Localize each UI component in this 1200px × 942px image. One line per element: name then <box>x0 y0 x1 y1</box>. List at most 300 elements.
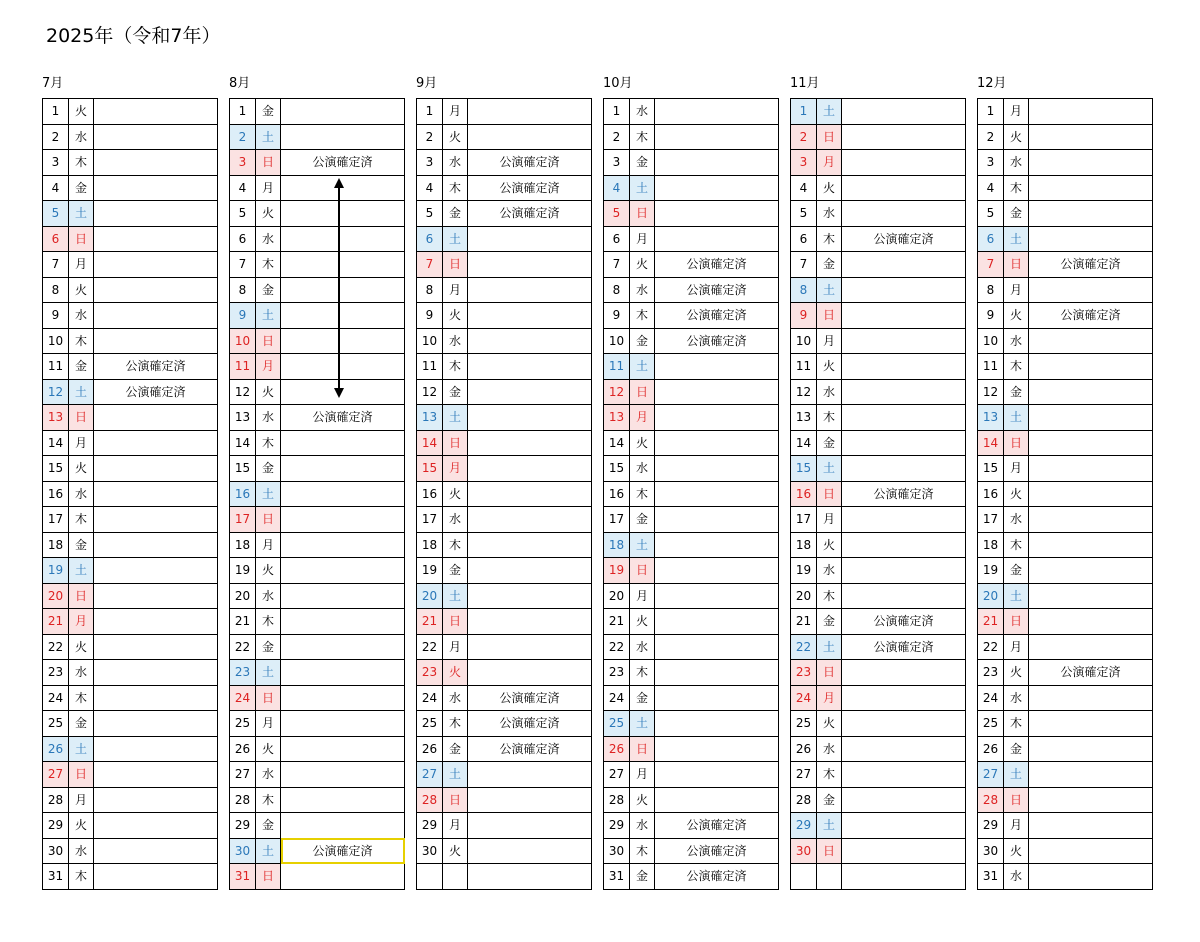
event-note[interactable] <box>468 405 592 431</box>
event-note[interactable] <box>842 507 966 533</box>
day-number: 19 <box>417 558 443 584</box>
event-note[interactable] <box>1029 685 1153 711</box>
event-note[interactable] <box>1029 99 1153 125</box>
event-note[interactable] <box>1029 558 1153 584</box>
weekday: 土 <box>69 379 94 405</box>
event-note[interactable] <box>281 124 405 150</box>
event-note[interactable] <box>1029 736 1153 762</box>
day-number: 15 <box>604 456 630 482</box>
event-note[interactable] <box>1029 864 1153 890</box>
day-row <box>604 201 779 227</box>
event-note[interactable] <box>1029 609 1153 635</box>
event-note[interactable] <box>1029 277 1153 303</box>
event-note[interactable] <box>655 201 779 227</box>
event-note[interactable] <box>842 813 966 839</box>
weekday: 木 <box>1004 354 1029 380</box>
day-row <box>978 864 1153 890</box>
weekday: 月 <box>443 277 468 303</box>
day-row <box>230 354 405 380</box>
event-note[interactable]: 公演確定済 <box>655 813 779 839</box>
day-number: 22 <box>230 634 256 660</box>
day-row <box>978 99 1153 125</box>
event-note[interactable] <box>1029 762 1153 788</box>
event-note[interactable] <box>655 379 779 405</box>
event-note[interactable] <box>655 124 779 150</box>
event-note[interactable] <box>655 430 779 456</box>
day-number: 7 <box>604 252 630 278</box>
event-note[interactable] <box>842 150 966 176</box>
event-note[interactable] <box>94 660 218 686</box>
event-note[interactable] <box>1029 405 1153 431</box>
day-row <box>43 787 218 813</box>
event-note[interactable] <box>94 532 218 558</box>
day-row <box>978 354 1153 380</box>
weekday: 火 <box>1004 481 1029 507</box>
event-note[interactable] <box>281 762 405 788</box>
day-row <box>417 124 592 150</box>
event-note[interactable]: 公演確定済 <box>468 150 592 176</box>
weekday: 木 <box>817 583 842 609</box>
event-note[interactable] <box>94 507 218 533</box>
day-row <box>978 507 1153 533</box>
event-note[interactable]: 公演確定済 <box>1029 303 1153 329</box>
event-note[interactable]: 公演確定済 <box>468 736 592 762</box>
event-note[interactable] <box>94 634 218 660</box>
weekday: 月 <box>69 252 94 278</box>
event-note[interactable] <box>842 736 966 762</box>
day-number: 17 <box>43 507 69 533</box>
event-note[interactable] <box>94 430 218 456</box>
day-number <box>417 864 443 890</box>
weekday: 金 <box>69 532 94 558</box>
event-note[interactable] <box>655 762 779 788</box>
event-note[interactable] <box>468 532 592 558</box>
event-note[interactable] <box>842 328 966 354</box>
event-note[interactable] <box>281 787 405 813</box>
event-note[interactable] <box>468 813 592 839</box>
event-note[interactable]: 公演確定済 <box>468 711 592 737</box>
day-number: 22 <box>978 634 1004 660</box>
event-note[interactable] <box>281 481 405 507</box>
day-number: 21 <box>43 609 69 635</box>
event-note[interactable]: 公演確定済 <box>842 226 966 252</box>
event-note[interactable] <box>94 150 218 176</box>
day-row <box>604 99 779 125</box>
weekday: 金 <box>256 456 281 482</box>
event-note[interactable] <box>842 124 966 150</box>
event-note[interactable] <box>468 252 592 278</box>
day-row <box>604 685 779 711</box>
event-note[interactable]: 公演確定済 <box>655 864 779 890</box>
day-number: 29 <box>604 813 630 839</box>
event-note[interactable] <box>281 456 405 482</box>
day-number: 1 <box>791 99 817 125</box>
day-row <box>230 226 405 252</box>
day-number: 31 <box>978 864 1004 890</box>
day-row <box>417 685 592 711</box>
day-row <box>230 201 405 227</box>
event-note[interactable] <box>281 736 405 762</box>
event-note[interactable] <box>655 532 779 558</box>
event-note[interactable] <box>94 813 218 839</box>
event-note[interactable] <box>468 277 592 303</box>
event-note[interactable] <box>1029 838 1153 864</box>
day-number: 13 <box>791 405 817 431</box>
event-note[interactable] <box>1029 124 1153 150</box>
event-note[interactable] <box>842 252 966 278</box>
event-note[interactable] <box>1029 226 1153 252</box>
day-number: 17 <box>417 507 443 533</box>
event-note[interactable]: 公演確定済 <box>281 150 405 176</box>
weekday: 土 <box>69 736 94 762</box>
weekday: 火 <box>69 634 94 660</box>
event-note[interactable] <box>94 609 218 635</box>
day-row <box>978 660 1153 686</box>
day-number: 6 <box>791 226 817 252</box>
event-note[interactable]: 公演確定済 <box>468 201 592 227</box>
event-note[interactable] <box>94 838 218 864</box>
event-note[interactable] <box>94 762 218 788</box>
event-note[interactable] <box>655 609 779 635</box>
event-note[interactable] <box>281 711 405 737</box>
event-note[interactable] <box>281 634 405 660</box>
event-note[interactable] <box>468 660 592 686</box>
event-note[interactable] <box>468 303 592 329</box>
event-note[interactable] <box>655 711 779 737</box>
event-note[interactable] <box>94 864 218 890</box>
day-number: 30 <box>978 838 1004 864</box>
day-number: 13 <box>978 405 1004 431</box>
weekday: 日 <box>256 328 281 354</box>
event-note[interactable] <box>94 583 218 609</box>
day-row <box>604 303 779 329</box>
weekday: 木 <box>69 864 94 890</box>
weekday: 金 <box>69 711 94 737</box>
day-number: 14 <box>43 430 69 456</box>
weekday: 水 <box>256 583 281 609</box>
day-row <box>417 99 592 125</box>
event-note[interactable] <box>94 277 218 303</box>
event-note[interactable]: 公演確定済 <box>94 354 218 380</box>
day-row <box>978 711 1153 737</box>
event-note[interactable]: 公演確定済 <box>842 609 966 635</box>
day-row <box>604 175 779 201</box>
month-label: 8月 <box>229 76 251 91</box>
event-note[interactable] <box>468 481 592 507</box>
event-note[interactable] <box>842 532 966 558</box>
event-note[interactable] <box>842 787 966 813</box>
event-note[interactable] <box>655 787 779 813</box>
day-row <box>791 583 966 609</box>
event-note[interactable]: 公演確定済 <box>842 634 966 660</box>
event-note[interactable] <box>468 583 592 609</box>
event-note[interactable] <box>842 430 966 456</box>
event-note[interactable] <box>468 354 592 380</box>
weekday: 土 <box>1004 762 1029 788</box>
weekday: 水 <box>443 150 468 176</box>
day-row <box>604 456 779 482</box>
event-note[interactable] <box>842 685 966 711</box>
event-note[interactable] <box>94 175 218 201</box>
event-note[interactable] <box>1029 481 1153 507</box>
day-row <box>604 838 779 864</box>
day-row <box>791 813 966 839</box>
event-note[interactable] <box>842 660 966 686</box>
event-note[interactable] <box>281 532 405 558</box>
day-row <box>791 303 966 329</box>
weekday: 水 <box>1004 328 1029 354</box>
day-number: 25 <box>43 711 69 737</box>
event-note[interactable] <box>468 328 592 354</box>
day-number: 26 <box>604 736 630 762</box>
day-row <box>791 277 966 303</box>
event-note[interactable] <box>842 558 966 584</box>
day-row <box>230 405 405 431</box>
day-row <box>791 685 966 711</box>
event-note[interactable] <box>281 685 405 711</box>
event-note[interactable] <box>94 736 218 762</box>
event-note[interactable] <box>468 864 592 890</box>
day-number: 7 <box>417 252 443 278</box>
event-note[interactable] <box>468 124 592 150</box>
day-row <box>43 150 218 176</box>
event-note[interactable] <box>1029 379 1153 405</box>
event-note[interactable] <box>655 175 779 201</box>
event-note[interactable] <box>94 685 218 711</box>
event-note[interactable] <box>94 711 218 737</box>
event-note[interactable] <box>94 787 218 813</box>
day-row <box>230 252 405 278</box>
event-note[interactable] <box>655 405 779 431</box>
weekday: 日 <box>630 736 655 762</box>
event-note[interactable] <box>1029 507 1153 533</box>
weekday: 火 <box>443 303 468 329</box>
weekday: 木 <box>256 252 281 278</box>
weekday: 日 <box>1004 787 1029 813</box>
event-note[interactable]: 公演確定済 <box>842 481 966 507</box>
day-row <box>791 328 966 354</box>
event-note[interactable]: 公演確定済 <box>1029 660 1153 686</box>
weekday: 火 <box>256 736 281 762</box>
event-note[interactable] <box>842 711 966 737</box>
day-number: 16 <box>230 481 256 507</box>
day-number: 30 <box>604 838 630 864</box>
event-note[interactable] <box>655 634 779 660</box>
day-row <box>604 226 779 252</box>
event-note[interactable] <box>1029 634 1153 660</box>
event-note[interactable] <box>842 583 966 609</box>
event-note[interactable] <box>468 838 592 864</box>
event-note[interactable]: 公演確定済 <box>655 328 779 354</box>
event-note[interactable] <box>468 456 592 482</box>
event-note[interactable] <box>468 430 592 456</box>
event-note[interactable] <box>94 558 218 584</box>
day-number: 26 <box>43 736 69 762</box>
day-number: 13 <box>230 405 256 431</box>
event-note[interactable] <box>655 507 779 533</box>
event-note[interactable] <box>281 609 405 635</box>
event-note[interactable] <box>842 838 966 864</box>
event-note[interactable] <box>655 481 779 507</box>
weekday: 土 <box>256 124 281 150</box>
event-note[interactable]: 公演確定済 <box>468 175 592 201</box>
event-note[interactable] <box>842 201 966 227</box>
event-note[interactable] <box>94 226 218 252</box>
weekday: 土 <box>817 634 842 660</box>
day-row <box>978 787 1153 813</box>
event-note[interactable]: 公演確定済 <box>281 838 405 864</box>
day-row <box>604 864 779 890</box>
event-note[interactable] <box>842 762 966 788</box>
month-block <box>42 74 218 890</box>
weekday: 月 <box>69 609 94 635</box>
event-note[interactable] <box>655 660 779 686</box>
day-row <box>604 405 779 431</box>
day-row <box>417 201 592 227</box>
day-row <box>43 226 218 252</box>
event-note[interactable] <box>468 99 592 125</box>
event-note[interactable] <box>842 864 966 890</box>
event-note[interactable] <box>281 813 405 839</box>
event-note[interactable]: 公演確定済 <box>281 405 405 431</box>
event-note[interactable] <box>655 583 779 609</box>
event-note[interactable] <box>842 354 966 380</box>
event-note[interactable] <box>94 99 218 125</box>
day-row <box>43 558 218 584</box>
event-note[interactable] <box>94 252 218 278</box>
month-label: 10月 <box>603 76 633 91</box>
event-note[interactable] <box>842 405 966 431</box>
event-note[interactable] <box>281 864 405 890</box>
event-note[interactable] <box>1029 150 1153 176</box>
event-note[interactable] <box>468 379 592 405</box>
weekday: 土 <box>817 813 842 839</box>
event-note[interactable]: 公演確定済 <box>655 252 779 278</box>
event-note[interactable]: 公演確定済 <box>655 303 779 329</box>
weekday: 日 <box>256 507 281 533</box>
event-note[interactable] <box>655 226 779 252</box>
event-note[interactable] <box>94 201 218 227</box>
weekday: 月 <box>630 226 655 252</box>
weekday: 日 <box>443 430 468 456</box>
event-note[interactable]: 公演確定済 <box>655 838 779 864</box>
day-number: 1 <box>230 99 256 125</box>
day-row <box>230 736 405 762</box>
event-note[interactable]: 公演確定済 <box>1029 252 1153 278</box>
event-note[interactable] <box>1029 532 1153 558</box>
day-row <box>791 660 966 686</box>
event-note[interactable] <box>842 456 966 482</box>
event-note[interactable] <box>1029 711 1153 737</box>
weekday: 木 <box>630 303 655 329</box>
event-note[interactable] <box>468 226 592 252</box>
event-note[interactable] <box>281 583 405 609</box>
weekday: 土 <box>256 838 281 864</box>
event-note[interactable] <box>94 303 218 329</box>
event-note[interactable] <box>468 609 592 635</box>
weekday: 水 <box>443 685 468 711</box>
event-note[interactable] <box>1029 787 1153 813</box>
day-number: 4 <box>230 175 256 201</box>
event-note[interactable] <box>94 405 218 431</box>
event-note[interactable] <box>842 99 966 125</box>
day-number: 24 <box>791 685 817 711</box>
day-number: 20 <box>791 583 817 609</box>
event-note[interactable] <box>468 634 592 660</box>
day-row <box>417 456 592 482</box>
event-note[interactable] <box>468 787 592 813</box>
event-note[interactable] <box>468 762 592 788</box>
event-note[interactable] <box>1029 813 1153 839</box>
day-number: 7 <box>978 252 1004 278</box>
weekday: 日 <box>69 226 94 252</box>
event-note[interactable]: 公演確定済 <box>468 685 592 711</box>
event-note[interactable]: 公演確定済 <box>655 277 779 303</box>
weekday: 金 <box>256 813 281 839</box>
weekday: 火 <box>817 354 842 380</box>
event-note[interactable] <box>655 456 779 482</box>
event-note[interactable] <box>94 328 218 354</box>
event-note[interactable] <box>1029 175 1153 201</box>
event-note[interactable] <box>1029 456 1153 482</box>
event-note[interactable] <box>94 481 218 507</box>
event-note[interactable] <box>842 277 966 303</box>
event-note[interactable] <box>281 507 405 533</box>
event-note[interactable] <box>281 430 405 456</box>
event-note[interactable] <box>1029 201 1153 227</box>
day-row <box>978 558 1153 584</box>
day-number: 22 <box>791 634 817 660</box>
day-number: 26 <box>791 736 817 762</box>
event-note[interactable] <box>468 558 592 584</box>
event-note[interactable] <box>842 175 966 201</box>
event-note[interactable] <box>655 150 779 176</box>
event-note[interactable] <box>1029 354 1153 380</box>
day-number: 2 <box>978 124 1004 150</box>
event-note[interactable] <box>468 507 592 533</box>
event-note[interactable]: 公演確定済 <box>94 379 218 405</box>
event-note[interactable] <box>1029 430 1153 456</box>
day-number: 5 <box>791 201 817 227</box>
day-number: 24 <box>604 685 630 711</box>
event-note[interactable] <box>281 660 405 686</box>
weekday: 水 <box>443 507 468 533</box>
event-note[interactable] <box>281 99 405 125</box>
month-table <box>42 98 218 890</box>
day-number: 16 <box>417 481 443 507</box>
weekday: 火 <box>630 430 655 456</box>
event-note[interactable] <box>94 124 218 150</box>
event-note[interactable] <box>94 456 218 482</box>
event-note[interactable] <box>281 558 405 584</box>
weekday: 水 <box>1004 507 1029 533</box>
weekday: 金 <box>443 201 468 227</box>
event-note[interactable] <box>655 354 779 380</box>
day-number: 6 <box>417 226 443 252</box>
day-row <box>43 252 218 278</box>
event-note[interactable] <box>655 736 779 762</box>
event-note[interactable] <box>842 379 966 405</box>
event-note[interactable] <box>655 558 779 584</box>
day-row <box>791 864 966 890</box>
event-note[interactable] <box>655 99 779 125</box>
day-number: 3 <box>417 150 443 176</box>
event-note[interactable] <box>1029 583 1153 609</box>
event-note[interactable] <box>1029 328 1153 354</box>
event-note[interactable] <box>655 685 779 711</box>
event-note[interactable] <box>842 303 966 329</box>
day-row <box>978 838 1153 864</box>
